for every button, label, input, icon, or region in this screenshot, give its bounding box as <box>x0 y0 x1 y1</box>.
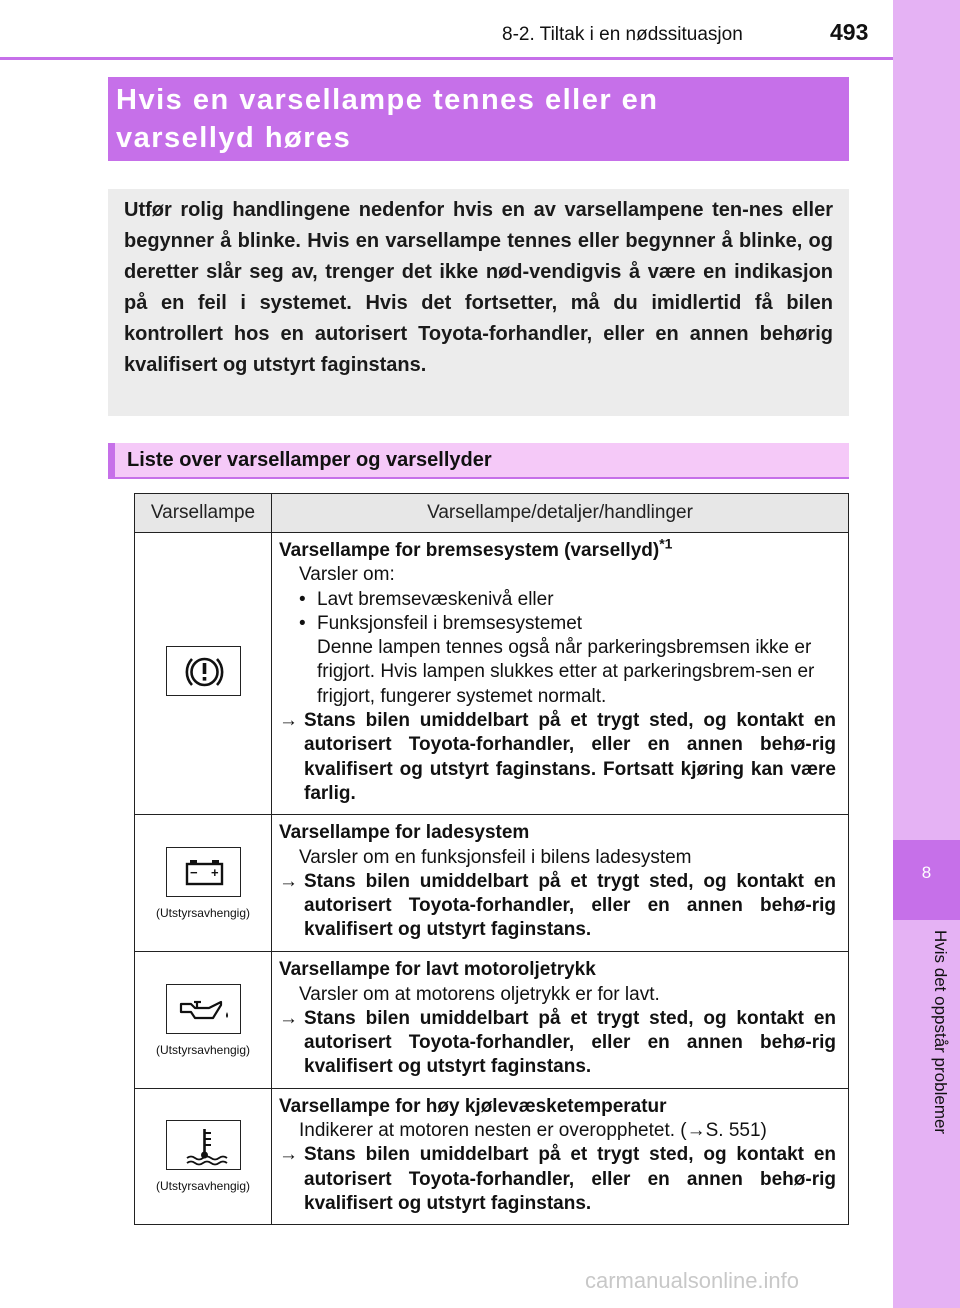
page-reference[interactable]: S. 551) <box>705 1120 767 1142</box>
brake-warning-icon <box>166 646 241 696</box>
detail-text: Varsler om: <box>299 564 395 586</box>
footnote-marker: *1 <box>659 535 673 552</box>
page-title-line-1: Hvis en varsellampe tennes eller en <box>116 84 659 116</box>
table-row <box>135 1088 849 1224</box>
details-cell <box>272 1088 849 1224</box>
action-text: Stans bilen umiddelbart på et trygt sted, og kontakt en autorisert Toyota-forhandler, eller en annen behø-rig kvalifisert og utstyrt faginstans. <box>304 1144 836 1214</box>
lamp-title: Varsellampe for høy kjølevæsketemperatur <box>279 1095 667 1117</box>
equipment-note: (Utstyrsavhengig) <box>155 1042 251 1057</box>
arrow-icon: → <box>279 870 298 892</box>
lamp-title: Varsellampe for bremsesystem (varsellyd) <box>279 540 660 561</box>
oil-pressure-icon <box>166 984 241 1034</box>
page-title-line-2: varsellyd høres <box>116 122 352 154</box>
battery-minus-label: − <box>189 864 198 880</box>
equipment-note: (Utstyrsavhengig) <box>155 1178 251 1193</box>
icon-cell <box>135 815 272 952</box>
column-header-lamp: Varsellampe <box>135 494 272 533</box>
icon-cell <box>135 533 272 815</box>
list-item: Lavt bremsevæskenivå eller <box>317 588 554 610</box>
arrow-icon: → <box>279 710 298 732</box>
chapter-title: Hvis det oppstår problemer <box>931 930 950 1135</box>
table-row <box>135 533 849 815</box>
warning-lamp-table <box>134 493 849 1225</box>
page-number: 493 <box>830 19 869 45</box>
table-header-row <box>135 494 849 533</box>
details-cell <box>272 952 849 1088</box>
detail-text: Indikerer at motoren nesten er overopphetet. ( <box>299 1120 687 1142</box>
battery-icon <box>166 847 241 897</box>
intro-text: Utfør rolig handlingene nedenfor hvis en av varsellampene ten-nes eller begynner å blinke. Hvis en varsellampe tennes eller begynner å blinke, og deretter slår seg av, trenger det ikke nød-vendigvis å være en indikasjon på en feil i systemet. Hvis det fortsetter, må du imidlertid få bilen kontrollert hos en autorisert Toyota-forhandler, eller en annen behørig kvalifisert og utstyrt faginstans. <box>124 199 833 376</box>
page-title-banner <box>108 77 849 161</box>
table-row <box>135 952 849 1088</box>
subheading: Liste over varsellamper og varsellyder <box>127 449 492 471</box>
arrow-icon: → <box>686 1120 706 1142</box>
details-cell <box>272 815 849 952</box>
header-rule <box>0 57 893 60</box>
lamp-title: Varsellampe for ladesystem <box>279 822 530 844</box>
arrow-icon: → <box>279 1144 298 1166</box>
coolant-temperature-icon <box>166 1120 241 1170</box>
action-text: Stans bilen umiddelbart på et trygt sted, og kontakt en autorisert Toyota-forhandler, eller en annen behø-rig kvalifisert og utstyrt faginstans. <box>304 1007 836 1078</box>
detail-text: Varsler om at motorens oljetrykk er for lavt. <box>299 983 660 1005</box>
section-title: 8-2. Tiltak i en nødssituasjon <box>502 24 743 45</box>
bullet-icon: • <box>299 612 306 634</box>
table-row <box>135 815 849 952</box>
lamp-title: Varsellampe for lavt motoroljetrykk <box>279 959 596 981</box>
intro-box <box>108 189 849 416</box>
subheading-bar <box>108 443 849 479</box>
action-text: Stans bilen umiddelbart på et trygt sted, og kontakt en autorisert Toyota-forhandler, eller en annen behø-rig kvalifisert og utstyrt faginstans. Fortsatt kjøring kan være farlig. <box>304 710 836 804</box>
action-text: Stans bilen umiddelbart på et trygt sted, og kontakt en autorisert Toyota-forhandler, eller en annen behø-rig kvalifisert og utstyrt faginstans. <box>304 870 836 941</box>
battery-plus-label: + <box>210 864 219 880</box>
watermark: carmanualsonline.info <box>585 1268 800 1293</box>
details-cell <box>272 533 849 815</box>
icon-cell <box>135 1088 272 1224</box>
bullet-icon: • <box>299 588 306 610</box>
chapter-number: 8 <box>893 840 960 920</box>
list-item: Funksjonsfeil i bremsesystemet <box>317 612 583 634</box>
equipment-note: (Utstyrsavhengig) <box>155 905 251 920</box>
detail-note: Denne lampen tennes også når parkeringsbremsen ikke er frigjort. Hvis lampen slukkes etter at parkeringsbrem-sen er frigjort, fungerer systemet normalt. <box>317 637 815 707</box>
icon-cell <box>135 952 272 1088</box>
detail-text: Varsler om en funksjonsfeil i bilens ladesystem <box>299 846 692 868</box>
arrow-icon: → <box>279 1007 298 1029</box>
column-header-details: Varsellampe/detaljer/handlinger <box>272 494 849 533</box>
